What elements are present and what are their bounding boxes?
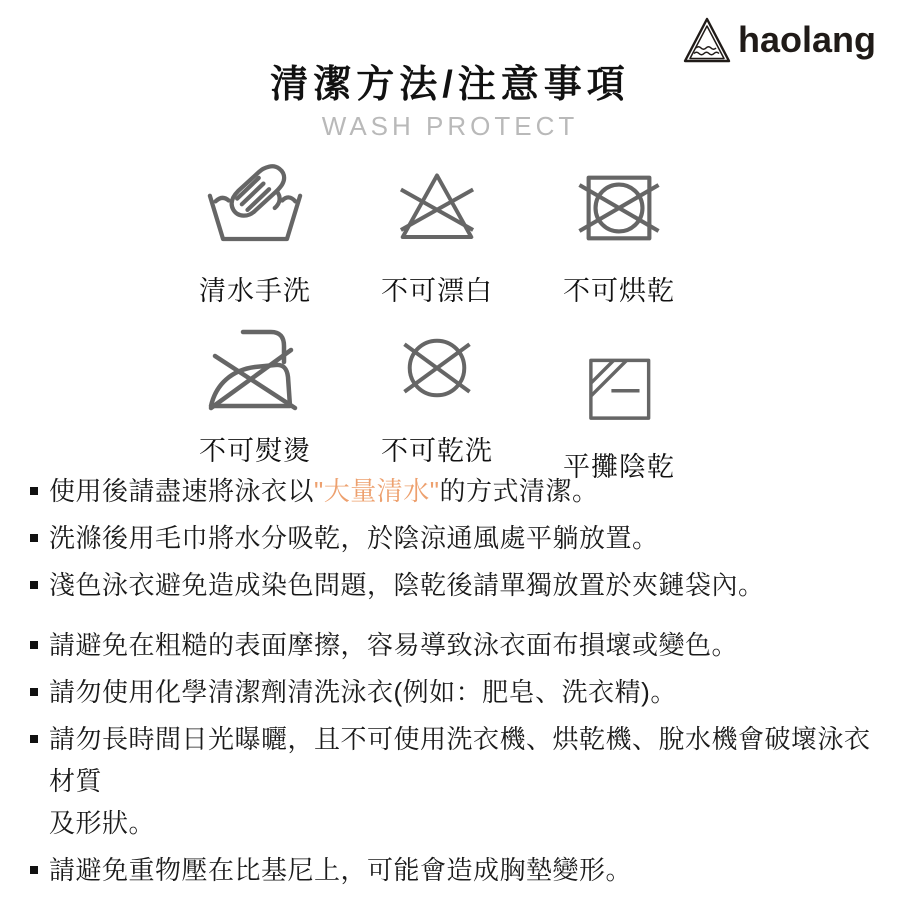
care-label: 平攤陰乾 [563, 452, 675, 482]
no-iron-icon [203, 322, 307, 414]
bullet-square-icon [30, 641, 38, 649]
note-item [30, 718, 878, 844]
note-text: 請避免重物壓在比基尼上，可能會造成胸墊變形。 [49, 855, 633, 885]
care-item-no-iron [164, 322, 346, 484]
care-label: 不可熨燙 [199, 436, 311, 466]
care-icons-grid [164, 162, 710, 484]
bullet-square-icon [30, 487, 38, 495]
no-dry-clean-icon [390, 322, 484, 414]
note-item [30, 671, 878, 713]
brand-logo-text: haolang [737, 19, 876, 60]
hand-wash-icon [203, 162, 307, 254]
note-text: 使用後請盡速將泳衣以"大量清水"的方式清潔。 [49, 476, 599, 506]
note-text: 請避免在粗糙的表面摩擦，容易導致泳衣面布損壞或變色。 [49, 630, 739, 660]
care-item-hand-wash [164, 162, 346, 322]
dry-flat-in-shade-icon [581, 322, 657, 428]
note-highlight: "大量清水" [314, 476, 440, 506]
no-tumble-dry-icon [568, 162, 670, 254]
care-item-no-tumble-dry [528, 162, 710, 322]
care-label: 不可烘乾 [563, 276, 675, 306]
care-label: 不可乾洗 [381, 436, 493, 466]
care-item-no-bleach [346, 162, 528, 322]
care-item-no-dry-clean [346, 322, 528, 484]
page-title: 清潔方法/注意事項 [270, 64, 630, 106]
note-item [30, 849, 878, 891]
no-bleach-icon [387, 162, 487, 254]
care-label: 不可漂白 [381, 276, 493, 306]
bullet-square-icon [30, 866, 38, 874]
note-item [30, 470, 878, 512]
bullet-square-icon [30, 735, 38, 743]
bullet-square-icon [30, 581, 38, 589]
note-text: 洗滌後用毛巾將水分吸乾，於陰涼通風處平躺放置。 [49, 523, 659, 553]
note-text: 淺色泳衣避免造成染色問題，陰乾後請單獨放置於夾鏈袋內。 [49, 570, 765, 600]
bullet-square-icon [30, 688, 38, 696]
care-label: 清水手洗 [199, 276, 311, 306]
bullet-square-icon [30, 534, 38, 542]
note-item [30, 624, 878, 666]
care-notes-list [30, 470, 878, 896]
page-subtitle: WASH PROTECT [321, 111, 579, 141]
note-item [30, 517, 878, 559]
care-item-dry-flat-in-shade [528, 322, 710, 484]
note-text: 請勿長時間日光曝曬，且不可使用洗衣機、烘乾機、脫水機會破壞泳衣材質 及形狀。 [49, 724, 871, 838]
note-text: 請勿使用化學清潔劑清洗泳衣(例如：肥皂、洗衣精)。 [49, 677, 677, 707]
note-item [30, 564, 878, 606]
